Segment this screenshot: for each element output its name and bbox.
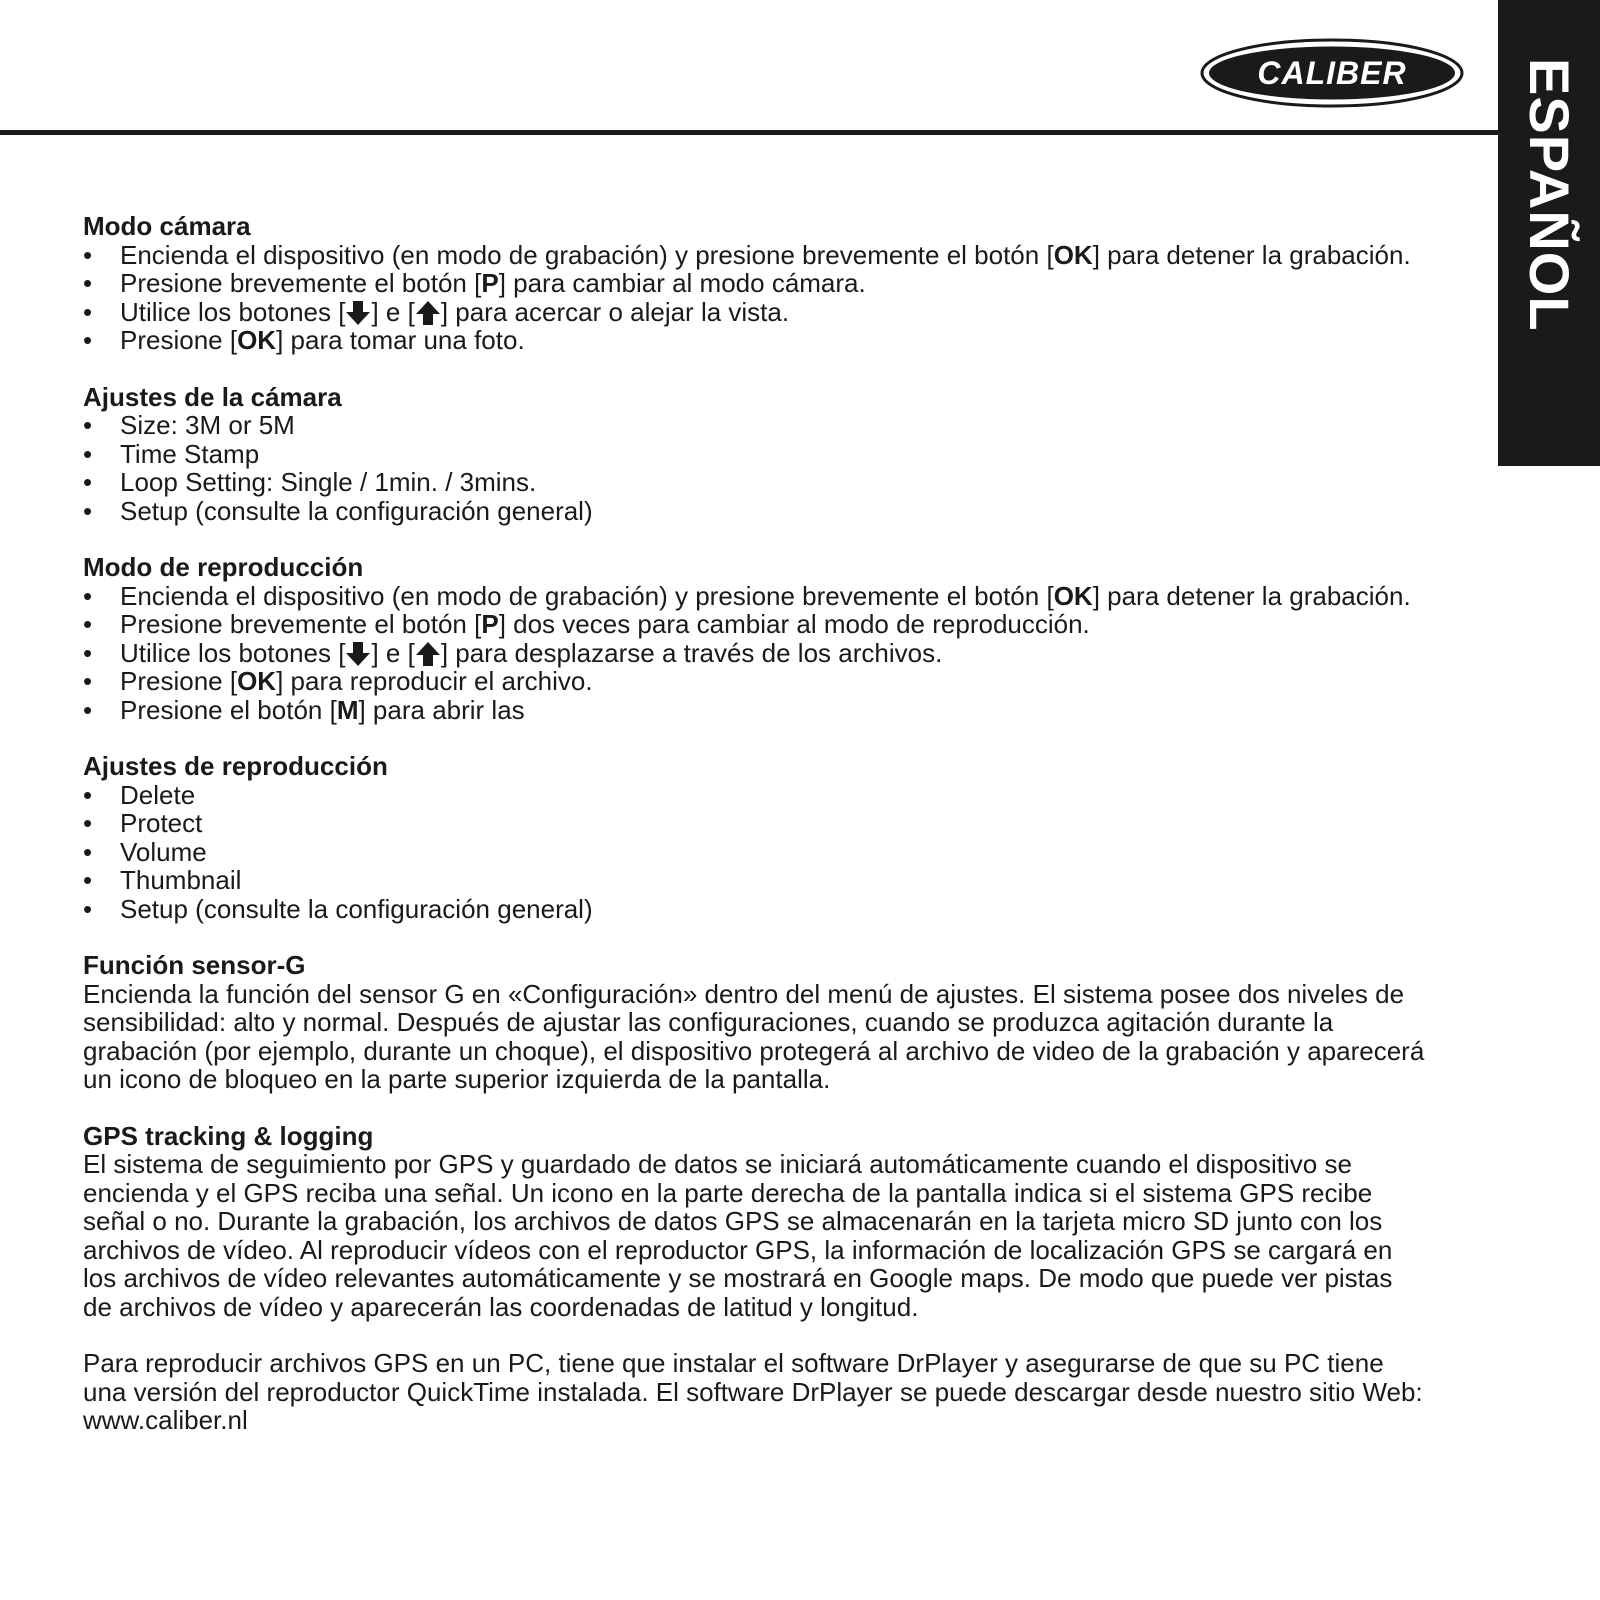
list-item: • Encienda el dispositivo (en modo de grabación) y presione brevemente el botón [OK] para detener la grabación. <box>83 580 1411 611</box>
list-item: • Presione el botón [M] para abrir las <box>83 694 525 725</box>
logo-text: CALIBER <box>1257 55 1407 91</box>
section-title: GPS tracking & logging <box>83 1120 374 1151</box>
list-item: • Presione brevemente el botón [P] para cambiar al modo cámara. <box>83 268 866 298</box>
list-item: • Utilice los botones [ ] e [ ] para acercar o alejar la vista. <box>83 296 790 327</box>
camera-mode-list <box>83 241 1428 355</box>
list-item: • Utilice los botones [ ] e [ ] para desplazarse a través de los archivos. <box>83 637 943 668</box>
playback-mode-list <box>83 582 1428 725</box>
list-item: • Setup (consulte la configuración general) <box>83 893 593 924</box>
header-rule <box>0 130 1498 135</box>
section-camera-mode <box>83 212 1428 355</box>
arrow-down-icon <box>345 301 371 325</box>
language-tab <box>1498 0 1600 466</box>
document-body <box>83 212 1428 1463</box>
playback-settings-list <box>83 781 1428 924</box>
arrow-down-icon <box>345 642 371 666</box>
list-item: • Presione [OK] para tomar una foto. <box>83 325 525 355</box>
list-item: • Thumbnail <box>83 865 242 895</box>
list-item: • Protect <box>83 808 203 838</box>
list-item: • Setup (consulte la configuración general) <box>83 495 593 526</box>
list-item: • Encienda el dispositivo (en modo de grabación) y presione brevemente el botón [OK] para detener la grabación. <box>83 239 1411 270</box>
section-gps <box>83 1122 1428 1435</box>
list-item: • Size: 3M or 5M <box>83 410 295 440</box>
paragraph: El sistema de seguimiento por GPS y guardado de datos se iniciará automáticamente cuando el dispositivo se encienda y el GPS reciba una señal. Un icono en la parte derecha de la pantalla indica si el sistema GPS recibe señal o no. Durante la grabación, los archivos de datos GPS se almacenarán en la tarjeta micro SD junto con los archivos de vídeo. Al reproducir vídeos con el reproductor GPS, la información de localización GPS se cargará en los archivos de vídeo relevantes automáticamente y se mostrará en Google maps. De modo que puede ver pistas de archivos de vídeo y aparecerán las coordenadas de latitud y longitud. <box>83 1149 1393 1322</box>
language-tab-label: ESPAÑOL <box>1518 58 1581 332</box>
list-item: • Volume <box>83 836 207 867</box>
section-title: Función sensor-G <box>83 950 306 980</box>
section-title: Modo cámara <box>83 211 251 241</box>
paragraph: Encienda la función del sensor G en «Configuración» dentro del menú de ajustes. El sistema posee dos niveles de sensibilidad: alto y normal. Después de ajustar las configuraciones, cuando se produzca agitación durante la grabación (por ejemplo, durante un choque), el dispositivo protegerá al archivo de video de la grabación y aparecerá un icono de bloqueo en la parte superior izquierda de la pantalla. <box>83 978 1425 1094</box>
section-camera-settings <box>83 383 1428 526</box>
arrow-up-icon <box>415 642 441 666</box>
section-playback-settings <box>83 752 1428 923</box>
list-item: • Loop Setting: Single / 1min. / 3mins. <box>83 467 537 497</box>
list-item: • Presione brevemente el botón [P] dos veces para cambiar al modo de reproducción. <box>83 609 1090 639</box>
section-title: Modo de reproducción <box>83 552 364 582</box>
camera-settings-list <box>83 411 1428 525</box>
section-title: Ajustes de la cámara <box>83 381 342 412</box>
list-item: • Time Stamp <box>83 438 260 469</box>
caliber-logo <box>1200 38 1464 108</box>
list-item: • Delete <box>83 779 196 810</box>
list-item: • Presione [OK] para reproducir el archivo. <box>83 666 593 696</box>
arrow-up-icon <box>415 301 441 325</box>
section-title: Ajustes de reproducción <box>83 751 388 781</box>
section-playback-mode <box>83 553 1428 724</box>
section-gsensor <box>83 951 1428 1094</box>
paragraph: Para reproducir archivos GPS en un PC, tiene que instalar el software DrPlayer y asegurarse de que su PC tiene una versión del reproductor QuickTime instalada. El software DrPlayer se puede descargar desde nuestro sitio Web: www.caliber.nl <box>83 1348 1423 1435</box>
